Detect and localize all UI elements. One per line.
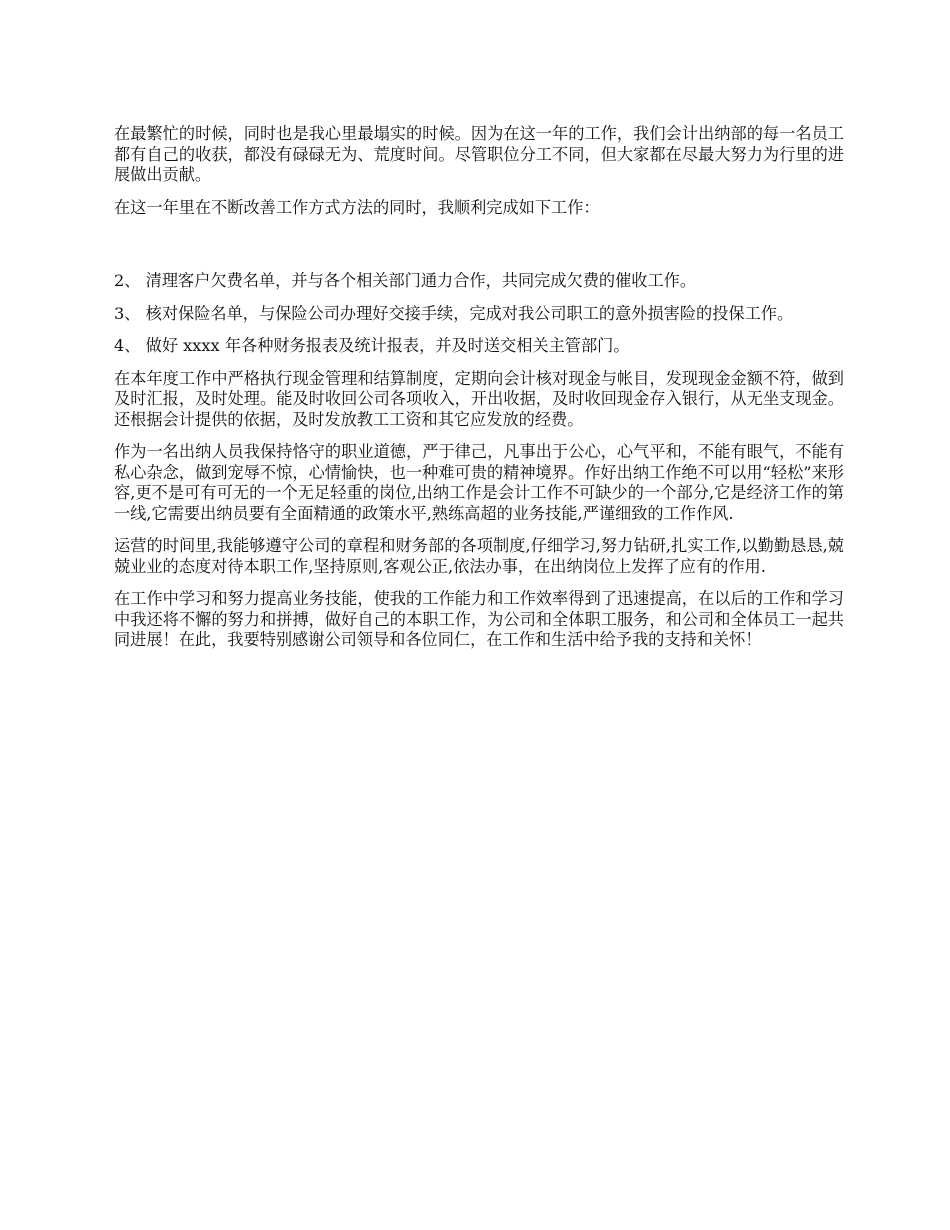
- paragraph-work-intro: 在这一年里在不断改善工作方式方法的同时，我顺利完成如下工作：: [114, 197, 600, 217]
- paragraph-busy-time: 在最繁忙的时候，同时也是我心里最塌实的时候。因为在这一年的工作，我们会计出纳部的每一名员工都有自己的收获，都没有碌碌无为、荒度时间。尽管职位分工不同，但大家都在尽最大努力为行里的进展做出贡献。: [114, 124, 844, 184]
- list-item-3-insurance: 3、 核对保险名单，与保险公司办理好交接手续，完成对我公司职工的意外损害险的投保工作。: [114, 303, 794, 323]
- paragraph-compliance: 运营的时间里,我能够遵守公司的章程和财务部的各项制度,仔细学习,努力钻研,扎实工作,以勤勤恳恳,兢兢业业的态度对待本职工作,坚持原则,客观公正,依法办事，在出纳岗位上发挥了应有的作用.: [114, 536, 844, 576]
- list-item-4-reports: 4、 做好 xxxx 年各种财务报表及统计报表，并及时送交相关主管部门。: [114, 336, 630, 355]
- paragraph-cash-management: 在本年度工作中严格执行现金管理和结算制度，定期向会计核对现金与帐目，发现现金金额不符，做到及时汇报，及时处理。能及时收回公司各项收入，开出收据，及时收回现金存入银行，从无坐支现金。还根据会计提供的依据，及时发放教工工资和其它应发放的经费。: [114, 368, 844, 429]
- paragraph-closing-thanks: 在工作中学习和努力提高业务技能，使我的工作能力和工作效率得到了迅速提高，在以后的工作和学习中我还将不懈的努力和拼搏，做好自己的本职工作，为公司和全体职工服务，和公司和全体员工一起共同进展！在此，我要特别感谢公司领导和各位同仁，在工作和生活中给予我的支持和关怀！: [114, 589, 844, 649]
- list-item-2-arrears: 2、 清理客户欠费名单，并与各个相关部门通力合作，共同完成欠费的催收工作。: [114, 271, 697, 290]
- document-body: [114, 124, 844, 663]
- paragraph-professional-ethics: 作为一名出纳人员我保持恪守的职业道德，严于律己，凡事出于公心，心气平和，不能有眼气，不能有私心杂念，做到宠辱不惊，心情愉快，也一种难可贵的精神境界。作好出纳工作绝不可以用“轻松”来形容,更不是可有可无的一个无足轻重的岗位,出纳工作是会计工作不可缺少的一个部分,它是经济工作的第一线,它需要出纳员要有全面精通的政策水平,熟练高超的业务技能,严谨细致的工作作风.: [114, 442, 844, 523]
